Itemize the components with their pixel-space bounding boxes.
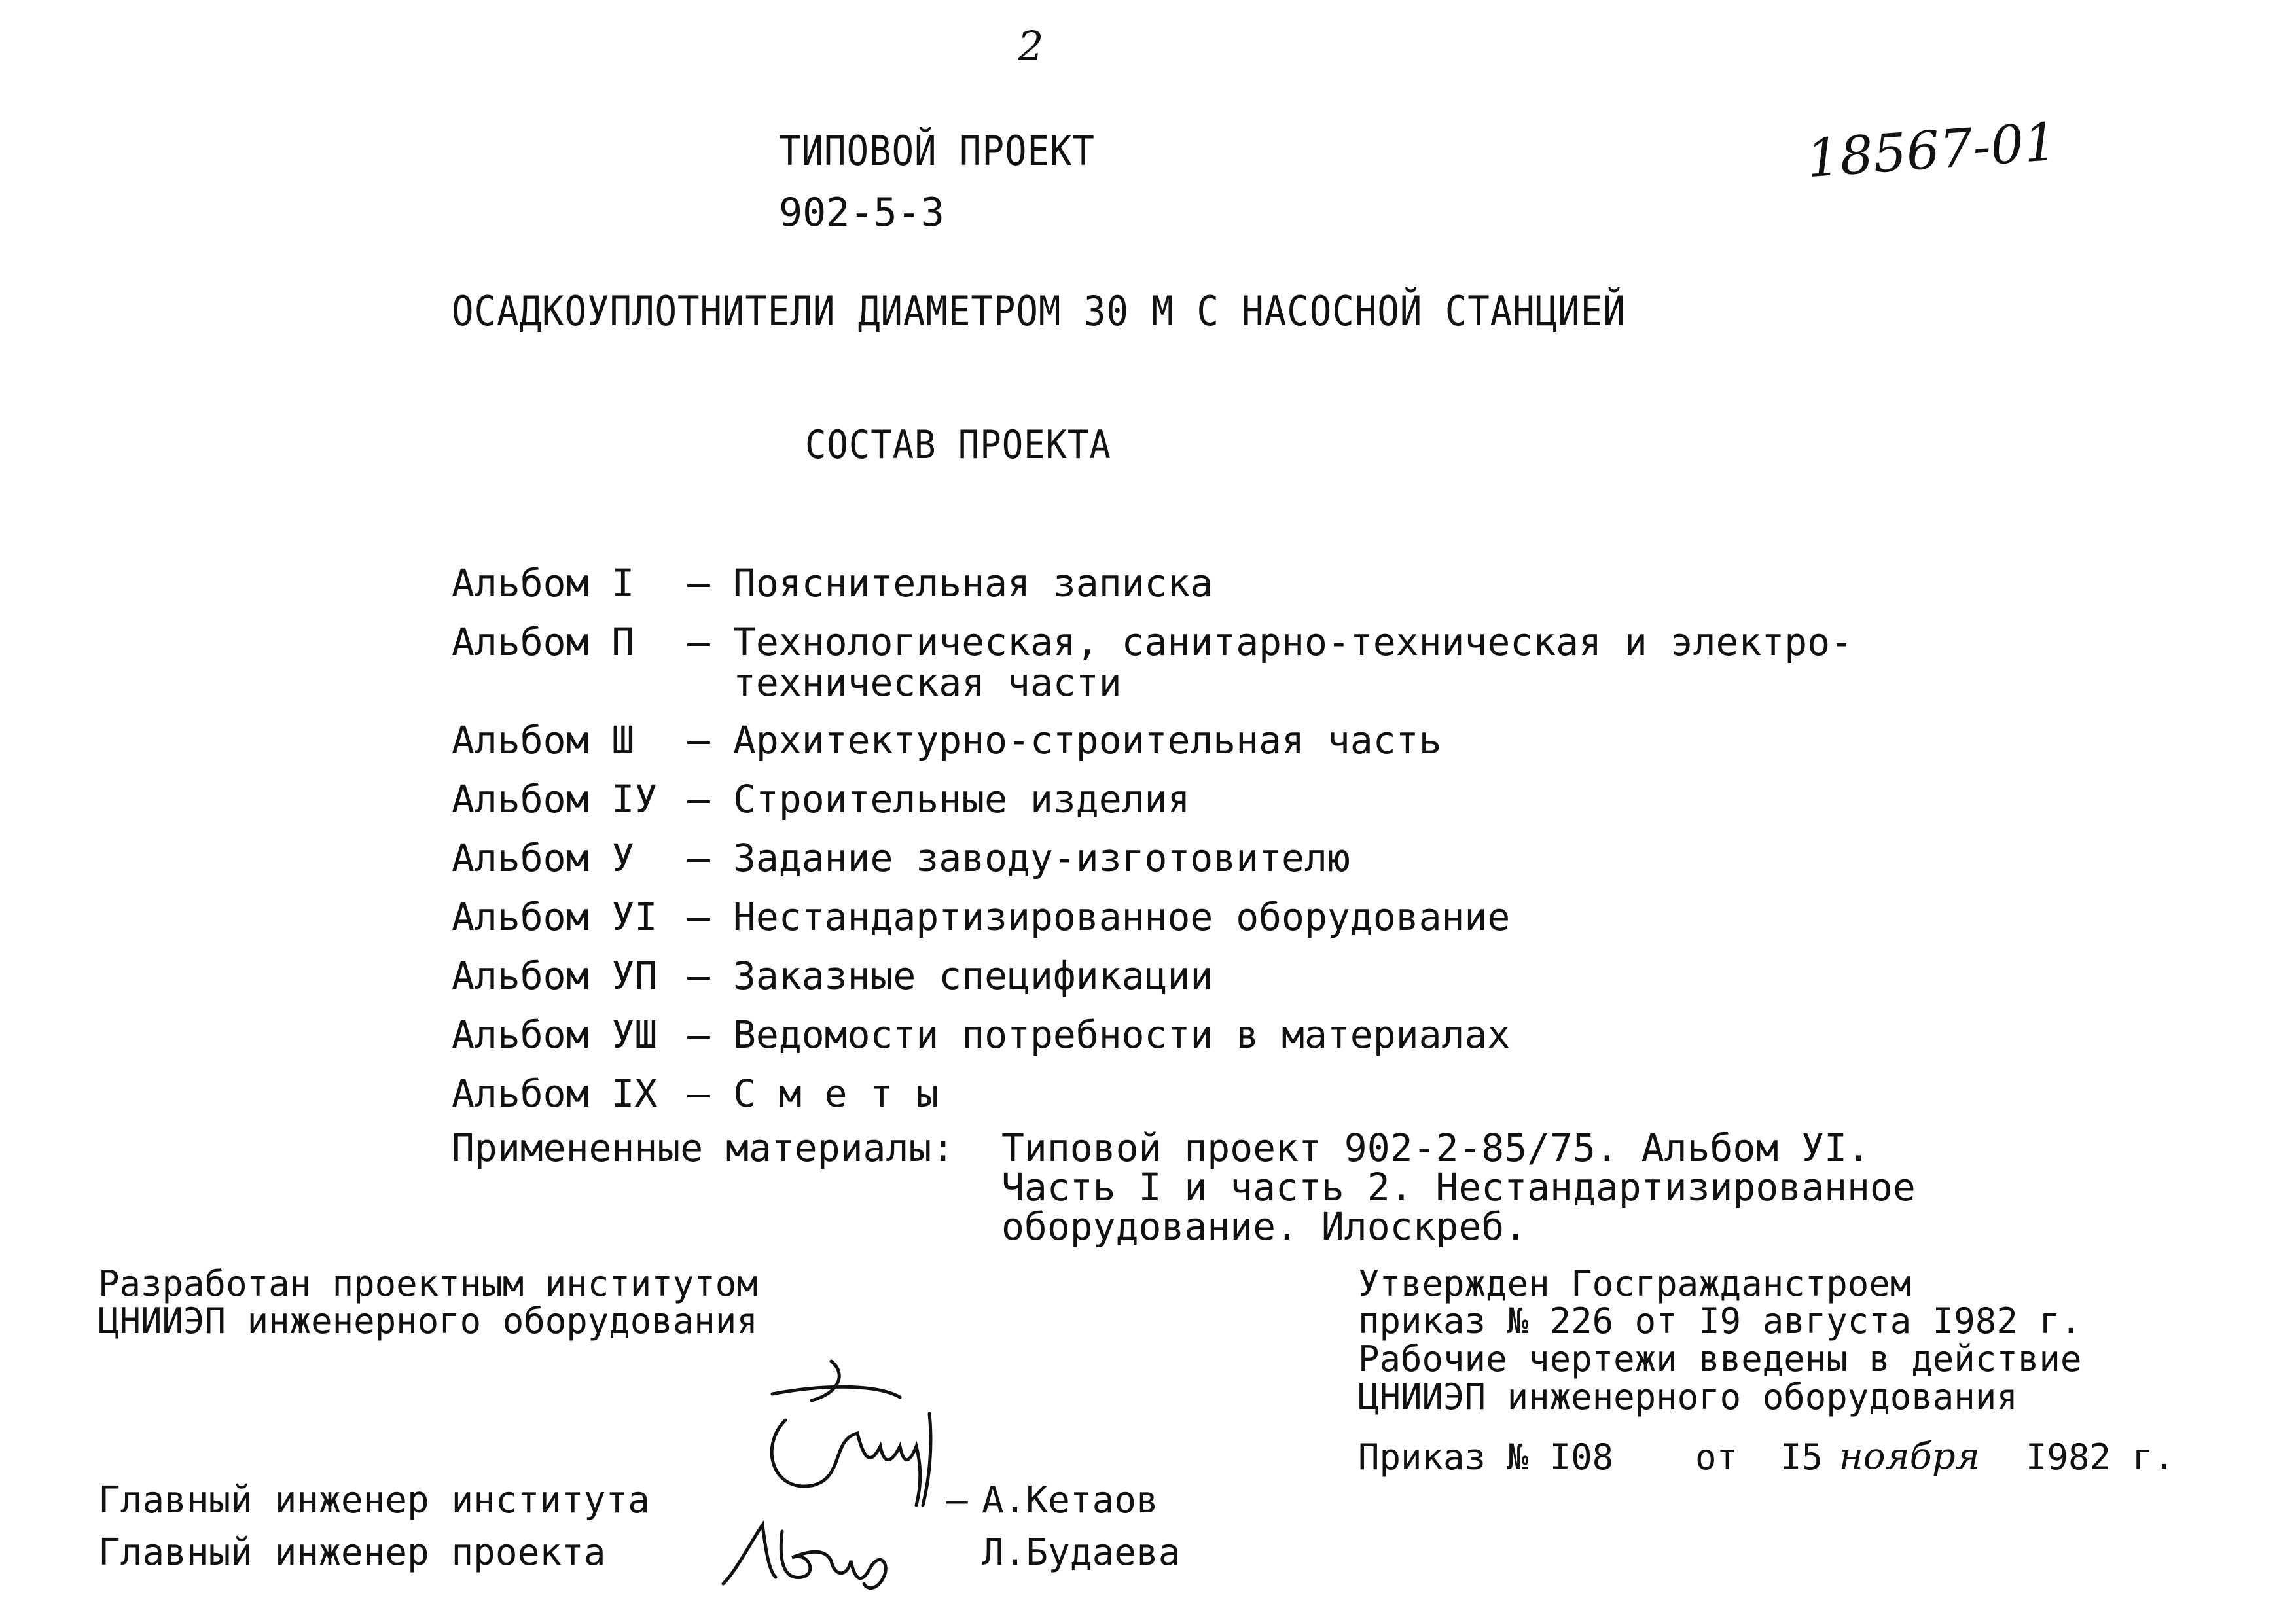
- album-description: Задание заводу-изготовителю: [733, 836, 1350, 880]
- signatory-dash: –: [946, 1479, 968, 1522]
- approval-line: Утвержден Госгражданстроем: [1358, 1263, 1912, 1304]
- album-label: Альбом УШ: [452, 1012, 658, 1057]
- order-number: Приказ № I08: [1358, 1436, 1614, 1478]
- album-description: Строительные изделия: [733, 777, 1191, 821]
- album-description: Технологическая, санитарно-техническая и электро-техническая части: [733, 620, 1854, 705]
- album-description: Пояснительная записка: [733, 561, 1213, 605]
- signature-ketaov: [733, 1348, 969, 1522]
- album-description: С м е т ы: [733, 1071, 939, 1116]
- album-row: Альбом IX – С м е т ы: [452, 1073, 733, 1114]
- album-label: Альбом Ш: [452, 718, 635, 762]
- album-row: Альбом У – Задание заводу-изготовителю: [452, 838, 733, 878]
- developer-line: Разработан проектным институтом: [98, 1263, 758, 1304]
- inventory-number: 18567-01: [1804, 111, 2060, 190]
- album-row: Альбом Ш – Архитектурно-строительная часть: [452, 720, 733, 760]
- album-label: Альбом IX: [452, 1071, 658, 1116]
- album-description: Архитектурно-строительная часть: [733, 718, 1442, 762]
- document-title: ОСАДКОУПЛОТНИТЕЛИ ДИАМЕТРОМ 30 М С НАСОСНОЙ СТАНЦИЕЙ: [452, 287, 1626, 335]
- signatory-name: Л.Будаева: [982, 1531, 1181, 1574]
- album-label: Альбом П: [452, 620, 635, 664]
- approval-line: приказ № 226 от I9 августа I982 г.: [1358, 1300, 2082, 1342]
- project-type-heading: ТИПОВОЙ ПРОЕКТ: [779, 127, 1095, 175]
- project-number: 902-5-3: [779, 190, 944, 236]
- signatory-role: Главный инженер проекта: [98, 1531, 606, 1574]
- applied-materials-line: оборудование. Илоскреб.: [1001, 1204, 1528, 1249]
- album-row: Альбом IУ – Строительные изделия: [452, 779, 733, 819]
- approval-line: Рабочие чертежи введены в действие: [1358, 1338, 2082, 1380]
- order-day: I5: [1780, 1436, 1823, 1478]
- album-label: Альбом I: [452, 561, 635, 605]
- section-title: СОСТАВ ПРОЕКТА: [805, 422, 1111, 468]
- order-from: от: [1695, 1436, 1738, 1478]
- order-year: I982 г.: [2026, 1436, 2175, 1478]
- album-label: Альбом УI: [452, 895, 658, 939]
- album-description: Заказные спецификации: [733, 954, 1213, 998]
- album-row: Альбом УI – Нестандартизированное оборудование: [452, 897, 733, 937]
- signatory-role: Главный инженер института: [98, 1479, 650, 1522]
- signature-budaeva: [710, 1505, 920, 1597]
- applied-materials-line: Часть I и часть 2. Нестандартизированное: [1001, 1165, 1916, 1209]
- developer-line: ЦНИИЭП инженерного оборудования: [98, 1300, 758, 1342]
- album-label: Альбом IУ: [452, 777, 658, 821]
- album-label: Альбом УП: [452, 954, 658, 998]
- album-description: Ведомости потребности в материалах: [733, 1012, 1511, 1057]
- applied-materials-line: Типовой проект 902-2-85/75. Альбом УI.: [1001, 1126, 1870, 1170]
- page-number: 2: [1018, 22, 1044, 70]
- album-description: Нестандартизированное оборудование: [733, 895, 1511, 939]
- signatory-name: А.Кетаов: [982, 1479, 1158, 1522]
- album-row: Альбом УШ – Ведомости потребности в материалах: [452, 1014, 733, 1055]
- album-label: Альбом У: [452, 836, 635, 880]
- album-row: Альбом I – Пояснительная записка: [452, 563, 733, 603]
- order-month: ноября: [1839, 1435, 1980, 1478]
- applied-materials-label: Примененные материалы:: [452, 1126, 955, 1170]
- album-row: Альбом УП – Заказные спецификации: [452, 955, 733, 996]
- album-row: Альбом П – Технологическая, санитарно-техническая и электро-техническая части: [452, 622, 733, 662]
- approval-line: ЦНИИЭП инженерного оборудования: [1358, 1376, 2018, 1418]
